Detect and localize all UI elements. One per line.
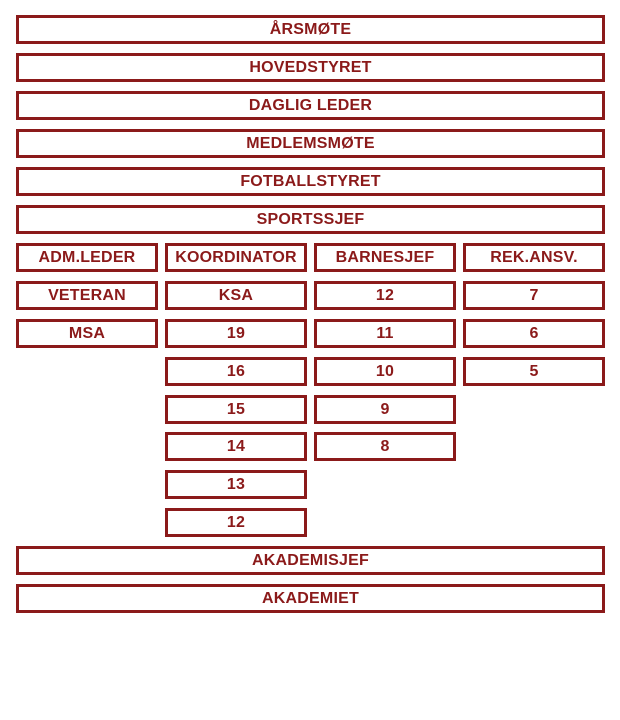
node-koordinator-14: 14 [165,432,307,461]
node-koordinator-16: 16 [165,357,307,386]
node-barnesjef-9: 9 [314,395,456,424]
node-koordinator-13: 13 [165,470,307,499]
node-rek-7: 7 [463,281,605,310]
node-barnesjef-12: 12 [314,281,456,310]
node-koordinator-15: 15 [165,395,307,424]
node-ksa: KSA [165,281,307,310]
node-rek-5: 5 [463,357,605,386]
node-rek-ansv: REK.ANSV. [463,243,605,272]
node-arsmote: ÅRSMØTE [16,15,605,44]
node-medlemsmote: MEDLEMSMØTE [16,129,605,158]
node-sportssjef: SPORTSSJEF [16,205,605,234]
node-koordinator: KOORDINATOR [165,243,307,272]
node-barnesjef-8: 8 [314,432,456,461]
node-koordinator-19: 19 [165,319,307,348]
node-koordinator-12: 12 [165,508,307,537]
node-daglig-leder: DAGLIG LEDER [16,91,605,120]
node-akademisjef: AKADEMISJEF [16,546,605,575]
node-msa: MSA [16,319,158,348]
node-veteran: VETERAN [16,281,158,310]
node-fotballstyret: FOTBALLSTYRET [16,167,605,196]
node-adm-leder: ADM.LEDER [16,243,158,272]
node-barnesjef: BARNESJEF [314,243,456,272]
node-akademiet: AKADEMIET [16,584,605,613]
node-barnesjef-11: 11 [314,319,456,348]
node-rek-6: 6 [463,319,605,348]
node-hovedstyret: HOVEDSTYRET [16,53,605,82]
node-barnesjef-10: 10 [314,357,456,386]
